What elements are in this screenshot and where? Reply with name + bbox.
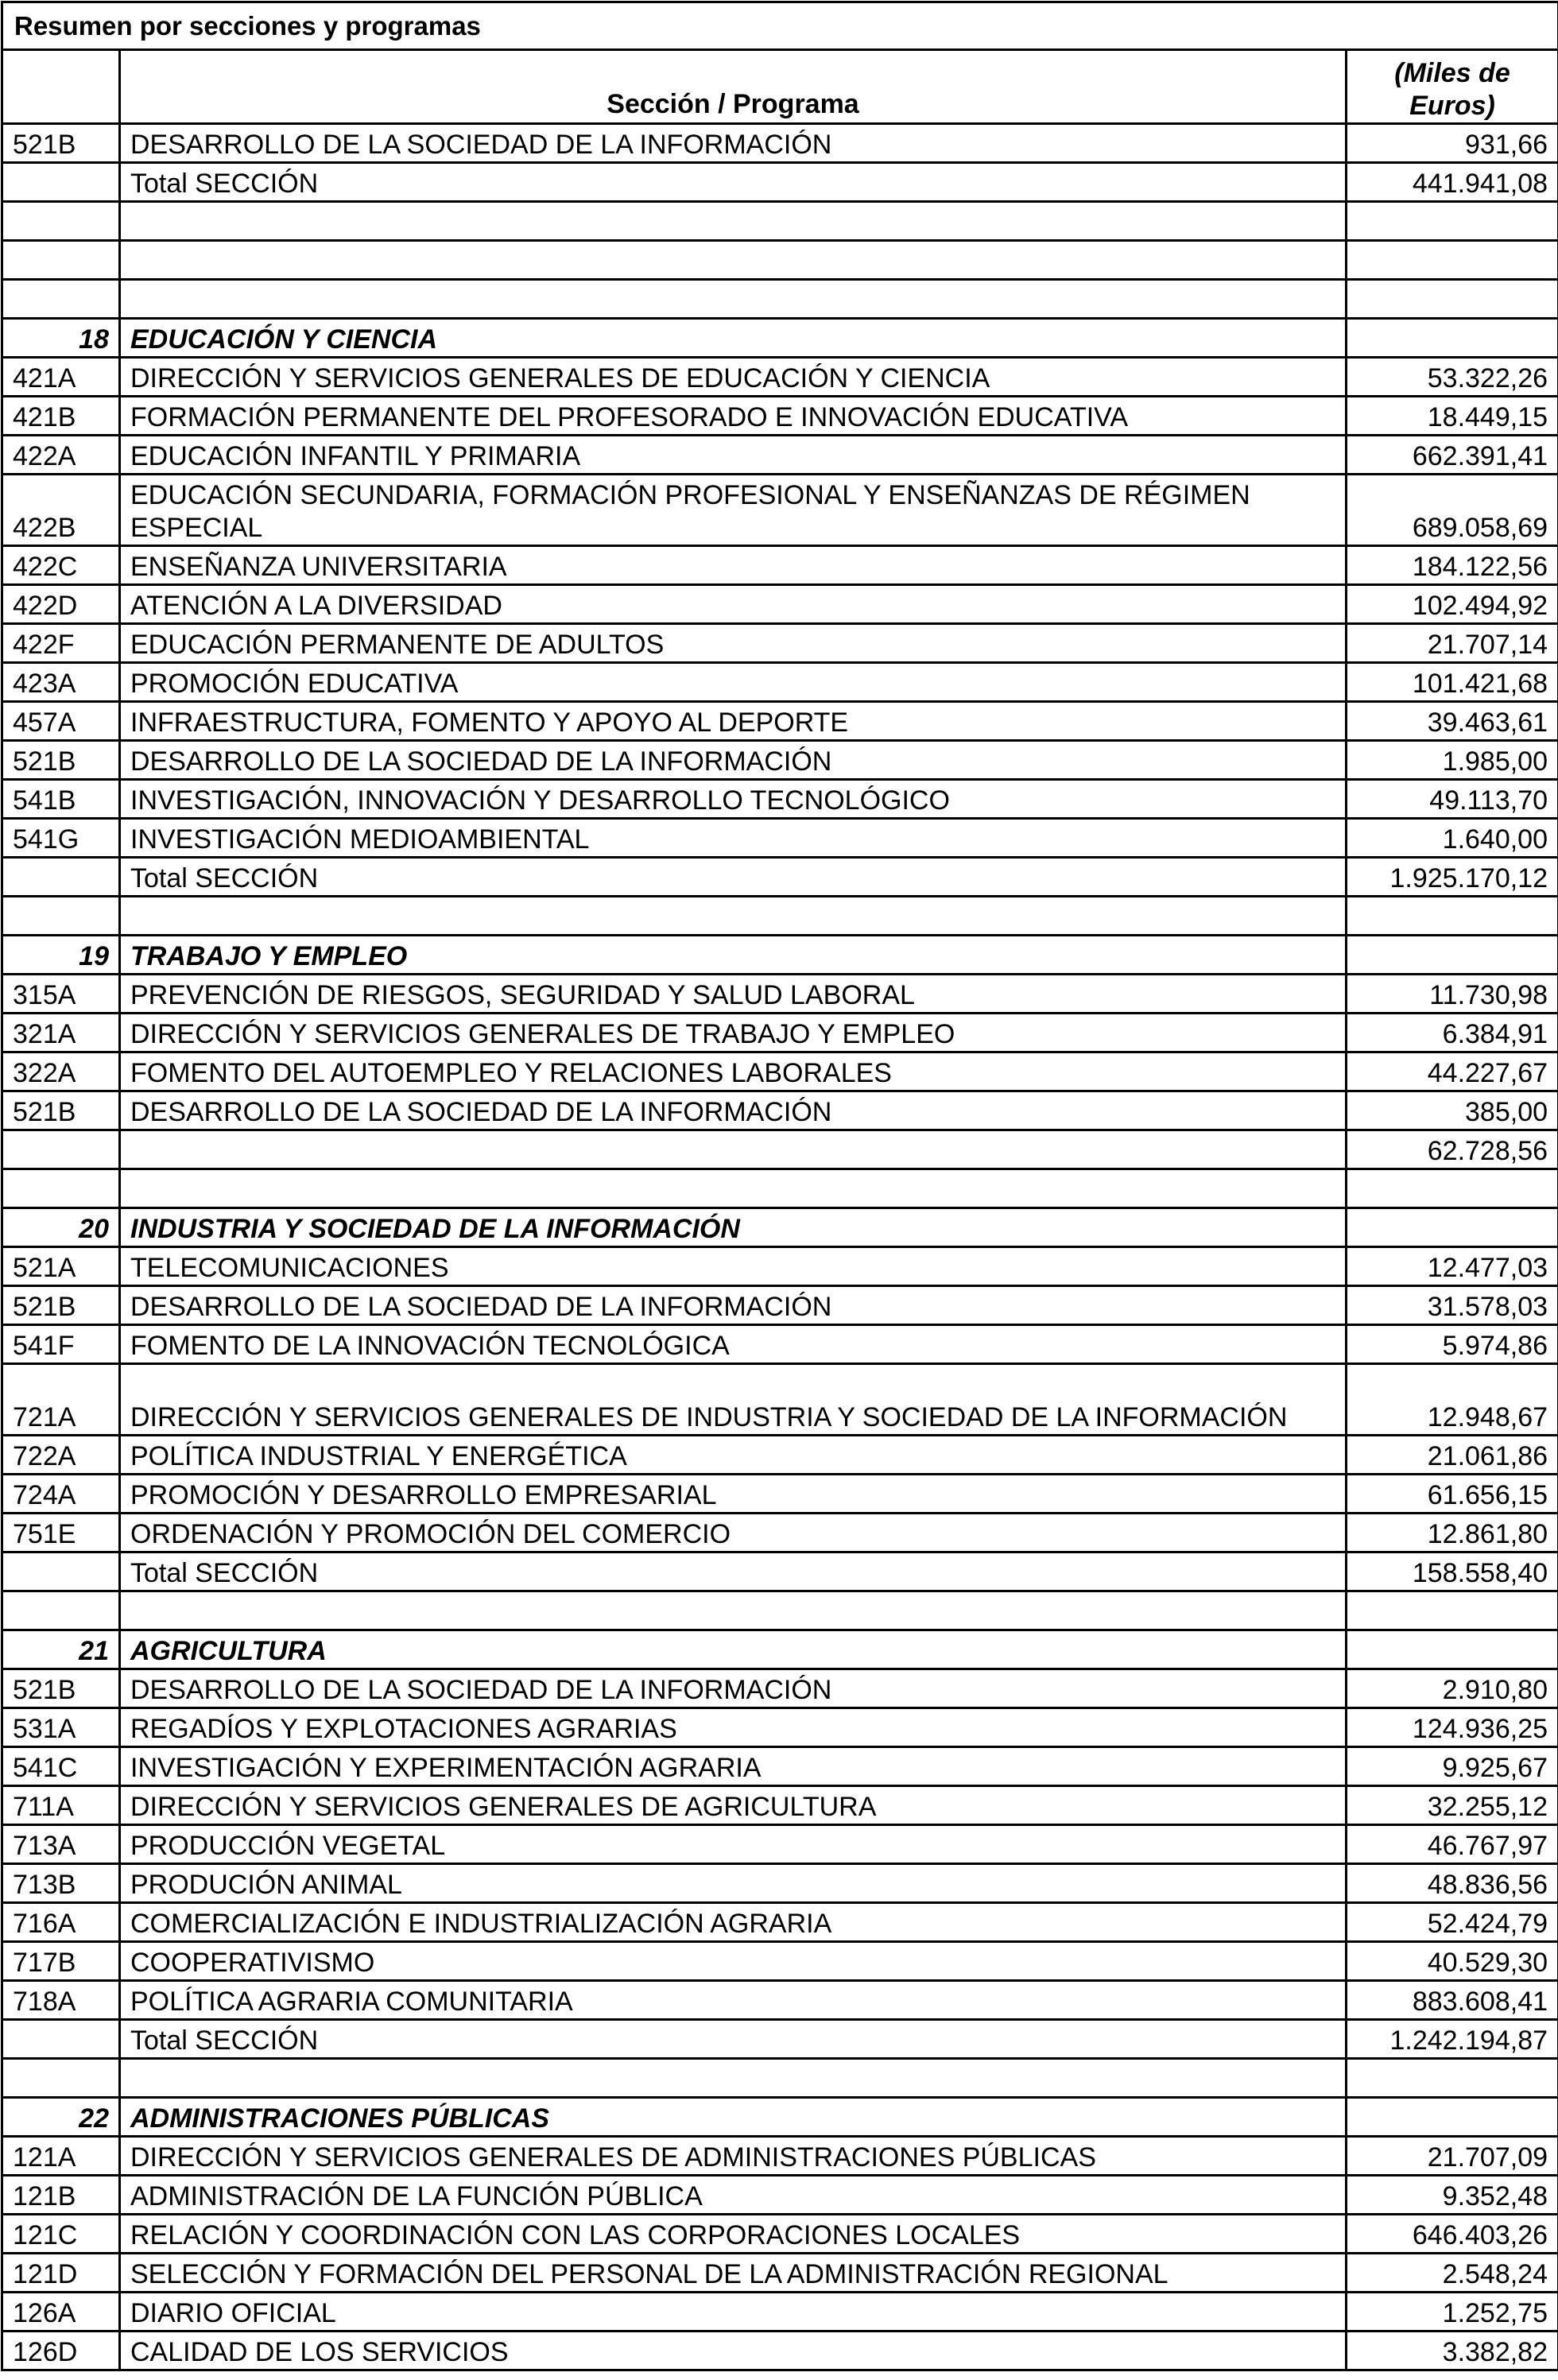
amount-cell: 31.578,03 [1347, 1286, 1558, 1325]
name-cell: REGADÍOS Y EXPLOTACIONES AGRARIAS [120, 1708, 1347, 1747]
section-row [2, 1208, 1558, 1247]
amount-cell: 9.352,48 [1347, 2176, 1558, 2215]
name-cell: ADMINISTRACIÓN DE LA FUNCIÓN PÚBLICA [120, 2176, 1347, 2215]
blank-row [2, 2059, 1558, 2098]
name-cell [120, 280, 1347, 319]
amount-cell: 18.449,15 [1347, 397, 1558, 436]
table-row [2, 436, 1558, 475]
amount-cell [1347, 319, 1558, 358]
code-cell: 457A [2, 702, 120, 741]
code-cell: 541C [2, 1747, 120, 1786]
amount-cell: 21.061,86 [1347, 1436, 1558, 1475]
code-cell: 422B [2, 475, 120, 546]
amount-cell: 21.707,09 [1347, 2137, 1558, 2176]
table-row [2, 2137, 1558, 2176]
code-cell: 121A [2, 2137, 120, 2176]
code-cell: 541B [2, 780, 120, 819]
amount-cell [1347, 1630, 1558, 1669]
table-row [2, 1942, 1558, 1981]
name-cell [120, 202, 1347, 241]
amount-cell: 385,00 [1347, 1091, 1558, 1130]
amount-cell: 1.242.194,87 [1347, 2020, 1558, 2059]
amount-cell: 883.608,41 [1347, 1981, 1558, 2020]
name-cell [120, 241, 1347, 280]
name-cell: DIRECCIÓN Y SERVICIOS GENERALES DE EDUCACIÓN Y CIENCIA [120, 358, 1347, 397]
name-cell: CALIDAD DE LOS SERVICIOS [120, 2332, 1347, 2370]
name-cell [120, 1130, 1347, 1169]
name-cell: COMERCIALIZACIÓN E INDUSTRIALIZACIÓN AGRARIA [120, 1903, 1347, 1942]
header-amount-unit: (Miles de Euros) [1347, 50, 1558, 124]
code-cell: 521B [2, 124, 120, 163]
code-cell: 717B [2, 1942, 120, 1981]
blank-row [2, 1591, 1558, 1630]
name-cell: FORMACIÓN PERMANENTE DEL PROFESORADO E INNOVACIÓN EDUCATIVA [120, 397, 1347, 436]
name-cell: ENSEÑANZA UNIVERSITARIA [120, 546, 1347, 585]
name-cell: DESARROLLO DE LA SOCIEDAD DE LA INFORMACIÓN [120, 1091, 1347, 1130]
section-total-row [2, 1552, 1558, 1591]
table-row [2, 2215, 1558, 2254]
name-cell: ADMINISTRACIONES PÚBLICAS [120, 2098, 1347, 2137]
amount-cell [1347, 2098, 1558, 2137]
table-row [2, 2332, 1558, 2370]
blank-row [2, 280, 1558, 319]
code-cell: 531A [2, 1708, 120, 1747]
name-cell [120, 2059, 1347, 2098]
table-row [2, 585, 1558, 624]
amount-cell: 124.936,25 [1347, 1708, 1558, 1747]
code-cell: 321A [2, 1014, 120, 1052]
name-cell: PRODUCCIÓN VEGETAL [120, 1825, 1347, 1864]
code-cell: 422F [2, 624, 120, 663]
amount-cell: 39.463,61 [1347, 702, 1558, 741]
name-cell: Total SECCIÓN [120, 2020, 1347, 2059]
code-cell [2, 897, 120, 936]
name-cell [120, 1591, 1347, 1630]
table-body [2, 124, 1558, 2370]
code-cell: 716A [2, 1903, 120, 1942]
table-row [2, 1864, 1558, 1903]
name-cell: FOMENTO DE LA INNOVACIÓN TECNOLÓGICA [120, 1325, 1347, 1364]
code-cell: 421A [2, 358, 120, 397]
code-cell: 18 [2, 319, 120, 358]
table-row [2, 397, 1558, 436]
code-cell: 20 [2, 1208, 120, 1247]
name-cell: EDUCACIÓN INFANTIL Y PRIMARIA [120, 436, 1347, 475]
amount-cell [1347, 2059, 1558, 2098]
table-row [2, 1981, 1558, 2020]
table-row [2, 546, 1558, 585]
table-row [2, 1364, 1558, 1436]
name-cell: Total SECCIÓN [120, 163, 1347, 202]
name-cell: DESARROLLO DE LA SOCIEDAD DE LA INFORMACIÓN [120, 124, 1347, 163]
name-cell: Total SECCIÓN [120, 1552, 1347, 1591]
name-cell: POLÍTICA INDUSTRIAL Y ENERGÉTICA [120, 1436, 1347, 1475]
table-row [2, 2254, 1558, 2293]
code-cell [2, 1130, 120, 1169]
amount-cell [1347, 1169, 1558, 1208]
code-cell [2, 1552, 120, 1591]
blank-row [2, 241, 1558, 280]
amount-cell: 21.707,14 [1347, 624, 1558, 663]
table-row [2, 1325, 1558, 1364]
name-cell: PROMOCIÓN EDUCATIVA [120, 663, 1347, 702]
name-cell: PRODUCIÓN ANIMAL [120, 1864, 1347, 1903]
code-cell [2, 202, 120, 241]
code-cell: 421B [2, 397, 120, 436]
code-cell: 722A [2, 1436, 120, 1475]
code-cell: 713B [2, 1864, 120, 1903]
section-row [2, 1630, 1558, 1669]
code-cell [2, 858, 120, 897]
code-cell: 521B [2, 1286, 120, 1325]
section-row [2, 319, 1558, 358]
amount-cell: 32.255,12 [1347, 1786, 1558, 1825]
table-row [2, 780, 1558, 819]
amount-cell: 2.910,80 [1347, 1669, 1558, 1708]
amount-cell [1347, 1591, 1558, 1630]
amount-cell: 9.925,67 [1347, 1747, 1558, 1786]
code-cell: 724A [2, 1475, 120, 1514]
amount-cell: 62.728,56 [1347, 1130, 1558, 1169]
table-title-row [2, 2, 1558, 50]
name-cell: POLÍTICA AGRARIA COMUNITARIA [120, 1981, 1347, 2020]
section-total-row [2, 163, 1558, 202]
name-cell: INFRAESTRUCTURA, FOMENTO Y APOYO AL DEPORTE [120, 702, 1347, 741]
code-cell: 751E [2, 1514, 120, 1552]
code-cell: 422A [2, 436, 120, 475]
code-cell [2, 1169, 120, 1208]
table-row [2, 1014, 1558, 1052]
table-row [2, 1286, 1558, 1325]
amount-cell: 12.861,80 [1347, 1514, 1558, 1552]
name-cell: PROMOCIÓN Y DESARROLLO EMPRESARIAL [120, 1475, 1347, 1514]
section-row [2, 2098, 1558, 2137]
amount-cell: 1.640,00 [1347, 819, 1558, 858]
amount-cell: 53.322,26 [1347, 358, 1558, 397]
code-cell [2, 163, 120, 202]
amount-cell: 1.252,75 [1347, 2293, 1558, 2332]
name-cell: DIARIO OFICIAL [120, 2293, 1347, 2332]
name-cell: DIRECCIÓN Y SERVICIOS GENERALES DE TRABAJO Y EMPLEO [120, 1014, 1347, 1052]
blank-row [2, 897, 1558, 936]
amount-cell: 44.227,67 [1347, 1052, 1558, 1091]
name-cell: ORDENACIÓN Y PROMOCIÓN DEL COMERCIO [120, 1514, 1347, 1552]
code-cell: 541F [2, 1325, 120, 1364]
name-cell: INVESTIGACIÓN, INNOVACIÓN Y DESARROLLO TECNOLÓGICO [120, 780, 1347, 819]
code-cell [2, 241, 120, 280]
name-cell: DIRECCIÓN Y SERVICIOS GENERALES DE INDUSTRIA Y SOCIEDAD DE LA INFORMACIÓN [120, 1364, 1347, 1436]
code-cell [2, 280, 120, 319]
code-cell: 521A [2, 1247, 120, 1286]
name-cell: EDUCACIÓN Y CIENCIA [120, 319, 1347, 358]
name-cell: INVESTIGACIÓN Y EXPERIMENTACIÓN AGRARIA [120, 1747, 1347, 1786]
amount-cell: 61.656,15 [1347, 1475, 1558, 1514]
amount-cell [1347, 202, 1558, 241]
amount-cell: 11.730,98 [1347, 975, 1558, 1014]
code-cell: 315A [2, 975, 120, 1014]
amount-cell [1347, 897, 1558, 936]
code-cell: 19 [2, 936, 120, 975]
name-cell: FOMENTO DEL AUTOEMPLEO Y RELACIONES LABORALES [120, 1052, 1347, 1091]
name-cell: EDUCACIÓN PERMANENTE DE ADULTOS [120, 624, 1347, 663]
code-cell: 322A [2, 1052, 120, 1091]
amount-cell: 931,66 [1347, 124, 1558, 163]
code-cell: 521B [2, 1669, 120, 1708]
amount-cell: 184.122,56 [1347, 546, 1558, 585]
name-cell: ATENCIÓN A LA DIVERSIDAD [120, 585, 1347, 624]
code-cell: 423A [2, 663, 120, 702]
amount-cell: 49.113,70 [1347, 780, 1558, 819]
name-cell: INVESTIGACIÓN MEDIOAMBIENTAL [120, 819, 1347, 858]
header-code-cell [2, 50, 120, 124]
header-section-program: Sección / Programa [120, 50, 1347, 124]
code-cell: 521B [2, 1091, 120, 1130]
code-cell: 121B [2, 2176, 120, 2215]
name-cell: DESARROLLO DE LA SOCIEDAD DE LA INFORMACIÓN [120, 1669, 1347, 1708]
blank-row [2, 1169, 1558, 1208]
amount-cell [1347, 936, 1558, 975]
table-row [2, 1747, 1558, 1786]
code-cell: 121C [2, 2215, 120, 2254]
amount-cell: 102.494,92 [1347, 585, 1558, 624]
table-row [2, 1903, 1558, 1942]
table-row [2, 358, 1558, 397]
table-row [2, 1247, 1558, 1286]
section-total-row [2, 2020, 1558, 2059]
table-row [2, 1786, 1558, 1825]
name-cell: PREVENCIÓN DE RIESGOS, SEGURIDAD Y SALUD LABORAL [120, 975, 1347, 1014]
amount-cell: 158.558,40 [1347, 1552, 1558, 1591]
amount-cell: 1.925.170,12 [1347, 858, 1558, 897]
table-row [2, 702, 1558, 741]
table-row [2, 819, 1558, 858]
amount-cell: 1.985,00 [1347, 741, 1558, 780]
amount-cell: 48.836,56 [1347, 1864, 1558, 1903]
amount-cell: 662.391,41 [1347, 436, 1558, 475]
amount-cell: 46.767,97 [1347, 1825, 1558, 1864]
code-cell [2, 2020, 120, 2059]
section-total-row [2, 1130, 1558, 1169]
name-cell: DIRECCIÓN Y SERVICIOS GENERALES DE AGRICULTURA [120, 1786, 1347, 1825]
amount-cell: 5.974,86 [1347, 1325, 1558, 1364]
table-row [2, 475, 1558, 546]
amount-cell: 689.058,69 [1347, 475, 1558, 546]
table-title: Resumen por secciones y programas [2, 2, 1558, 50]
amount-cell: 12.477,03 [1347, 1247, 1558, 1286]
name-cell: COOPERATIVISMO [120, 1942, 1347, 1981]
name-cell: AGRICULTURA [120, 1630, 1347, 1669]
table-row [2, 2176, 1558, 2215]
name-cell: TELECOMUNICACIONES [120, 1247, 1347, 1286]
code-cell: 713A [2, 1825, 120, 1864]
name-cell: DESARROLLO DE LA SOCIEDAD DE LA INFORMACIÓN [120, 1286, 1347, 1325]
name-cell: RELACIÓN Y COORDINACIÓN CON LAS CORPORACIONES LOCALES [120, 2215, 1347, 2254]
table-row [2, 663, 1558, 702]
name-cell: EDUCACIÓN SECUNDARIA, FORMACIÓN PROFESIONAL Y ENSEÑANZAS DE RÉGIMEN ESPECIAL [120, 475, 1347, 546]
name-cell: TRABAJO Y EMPLEO [120, 936, 1347, 975]
code-cell: 422D [2, 585, 120, 624]
section-row [2, 936, 1558, 975]
amount-cell: 646.403,26 [1347, 2215, 1558, 2254]
table-row [2, 624, 1558, 663]
amount-cell: 2.548,24 [1347, 2254, 1558, 2293]
amount-cell: 101.421,68 [1347, 663, 1558, 702]
table-row [2, 1475, 1558, 1514]
name-cell: INDUSTRIA Y SOCIEDAD DE LA INFORMACIÓN [120, 1208, 1347, 1247]
amount-cell: 6.384,91 [1347, 1014, 1558, 1052]
table-row [2, 1091, 1558, 1130]
amount-cell [1347, 280, 1558, 319]
name-cell: DESARROLLO DE LA SOCIEDAD DE LA INFORMACIÓN [120, 741, 1347, 780]
table-row [2, 1825, 1558, 1864]
amount-cell [1347, 241, 1558, 280]
budget-table [1, 1, 1558, 2371]
section-total-row [2, 858, 1558, 897]
name-cell [120, 1169, 1347, 1208]
table-row [2, 1669, 1558, 1708]
code-cell: 521B [2, 741, 120, 780]
table-row [2, 1052, 1558, 1091]
code-cell: 541G [2, 819, 120, 858]
table-row [2, 2293, 1558, 2332]
table-row [2, 975, 1558, 1014]
amount-cell: 3.382,82 [1347, 2332, 1558, 2370]
table-row [2, 741, 1558, 780]
name-cell: DIRECCIÓN Y SERVICIOS GENERALES DE ADMINISTRACIONES PÚBLICAS [120, 2137, 1347, 2176]
code-cell: 711A [2, 1786, 120, 1825]
name-cell [120, 897, 1347, 936]
code-cell: 126A [2, 2293, 120, 2332]
name-cell: SELECCIÓN Y FORMACIÓN DEL PERSONAL DE LA ADMINISTRACIÓN REGIONAL [120, 2254, 1347, 2293]
name-cell: Total SECCIÓN [120, 858, 1347, 897]
table-row [2, 1436, 1558, 1475]
amount-cell: 441.941,08 [1347, 163, 1558, 202]
code-cell: 22 [2, 2098, 120, 2137]
table-row [2, 1708, 1558, 1747]
code-cell: 121D [2, 2254, 120, 2293]
code-cell [2, 2059, 120, 2098]
code-cell: 422C [2, 546, 120, 585]
code-cell: 21 [2, 1630, 120, 1669]
blank-row [2, 202, 1558, 241]
amount-cell: 52.424,79 [1347, 1903, 1558, 1942]
code-cell: 721A [2, 1364, 120, 1436]
code-cell [2, 1591, 120, 1630]
amount-cell: 12.948,67 [1347, 1364, 1558, 1436]
table-header-row [2, 50, 1558, 124]
code-cell: 126D [2, 2332, 120, 2370]
table-row [2, 124, 1558, 163]
table-row [2, 1514, 1558, 1552]
amount-cell: 40.529,30 [1347, 1942, 1558, 1981]
code-cell: 718A [2, 1981, 120, 2020]
amount-cell [1347, 1208, 1558, 1247]
